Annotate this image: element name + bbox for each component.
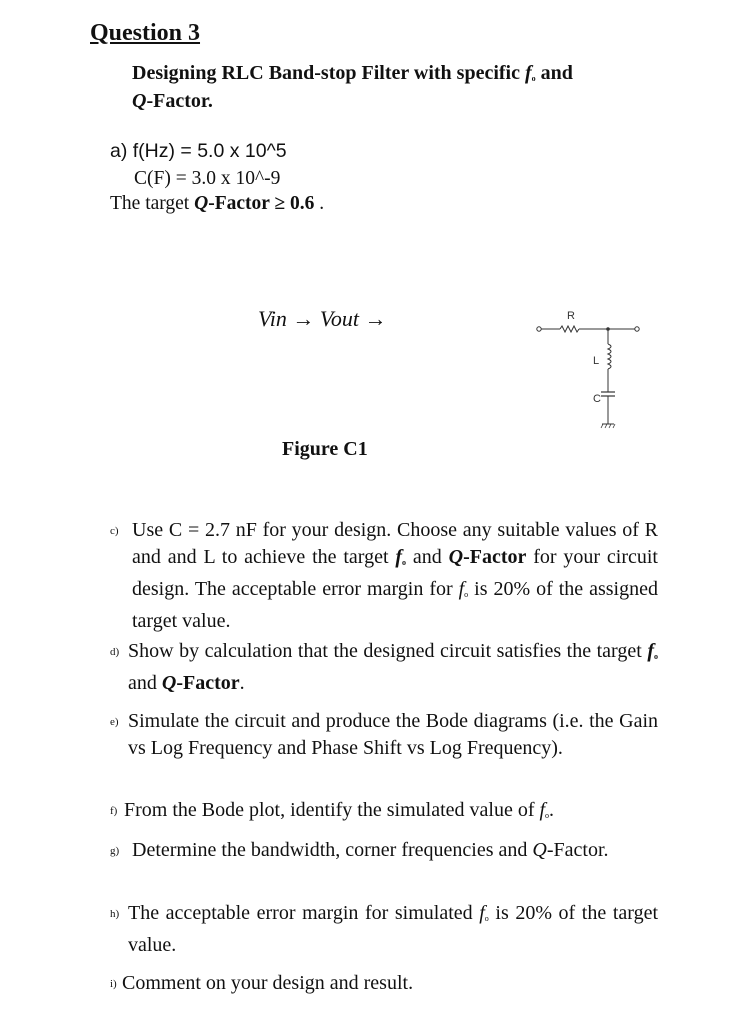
item-h-text: The acceptable error margin for simulated $f_o$ is 20% of the target value. — [128, 902, 658, 956]
item-f-marker: f) — [110, 805, 118, 817]
subtitle-line-1 — [132, 62, 573, 85]
subtitle-suffix: and — [535, 62, 573, 84]
inductor-symbol — [608, 344, 611, 369]
item-g-marker: g) — [110, 845, 120, 857]
fo-symbol: $f_o$ — [458, 578, 469, 600]
figure-caption: Figure C1 — [282, 438, 368, 460]
capacitor-label: C — [593, 393, 601, 405]
subtitle-factor: -Factor. — [146, 90, 213, 112]
item-d-text: Show by calculation that the designed circuit satisfies the target $f_o$ and Q-Factor. — [128, 640, 658, 694]
arrow-icon: → — [292, 306, 315, 331]
q-symbol: Q — [132, 90, 147, 112]
resistor-label: R — [567, 310, 575, 322]
fo-symbol: $f_o$ — [479, 902, 489, 924]
item-c-marker: c) — [110, 525, 119, 537]
item-i-marker: i) — [110, 978, 117, 990]
part-a-frequency: a) f(Hz) = 5.0 x 10^5 — [110, 140, 287, 162]
vin-vout-label — [258, 306, 387, 332]
inductor-label: L — [593, 355, 600, 367]
item-f-text: From the Bode plot, identify the simulated value of $f_o$. — [124, 799, 555, 821]
part-a-target: The target Q-Factor ≥ 0.6 . — [110, 193, 325, 214]
subtitle-prefix: Designing RLC Band-stop Filter with specific — [132, 62, 525, 84]
resistor-symbol — [560, 326, 579, 332]
fo-symbol: $f_o$ — [539, 799, 550, 821]
vout-label: Vout — [319, 306, 360, 331]
item-i-text: Comment on your design and result. — [122, 972, 414, 994]
subtitle-line-2 — [132, 90, 213, 113]
arrow-icon: → — [364, 306, 387, 331]
fo-symbol: $f_o$ — [524, 62, 536, 84]
output-terminal — [635, 327, 639, 331]
item-g-text: Determine the bandwidth, corner frequencies and Q-Factor. — [132, 839, 609, 861]
item-d-marker: d) — [110, 646, 120, 658]
item-e-text: Simulate the circuit and produce the Bode diagrams (i.e. the Gain vs Log Frequency and Phase Shift vs Log Frequency). — [128, 710, 658, 759]
vin-label: Vin — [258, 306, 287, 331]
item-h-marker: h) — [110, 908, 120, 920]
input-terminal — [537, 327, 541, 331]
item-e-marker: e) — [110, 716, 119, 728]
question-title: Question 3 — [90, 20, 201, 46]
fo-symbol: $f_o$ — [395, 546, 407, 568]
item-c-text: Use C = 2.7 nF for your design. Choose any suitable values of R and and L to achieve the target $f_o$ and Q-Factor for your circuit design. The acceptable error margin for $f_o$ is 20% of the assigned target value. — [132, 519, 658, 632]
rlc-circuit-diagram — [530, 302, 650, 437]
fo-symbol: $f_o$ — [647, 640, 658, 662]
part-a-capacitance: C(F) = 3.0 x 10^-9 — [134, 168, 281, 189]
